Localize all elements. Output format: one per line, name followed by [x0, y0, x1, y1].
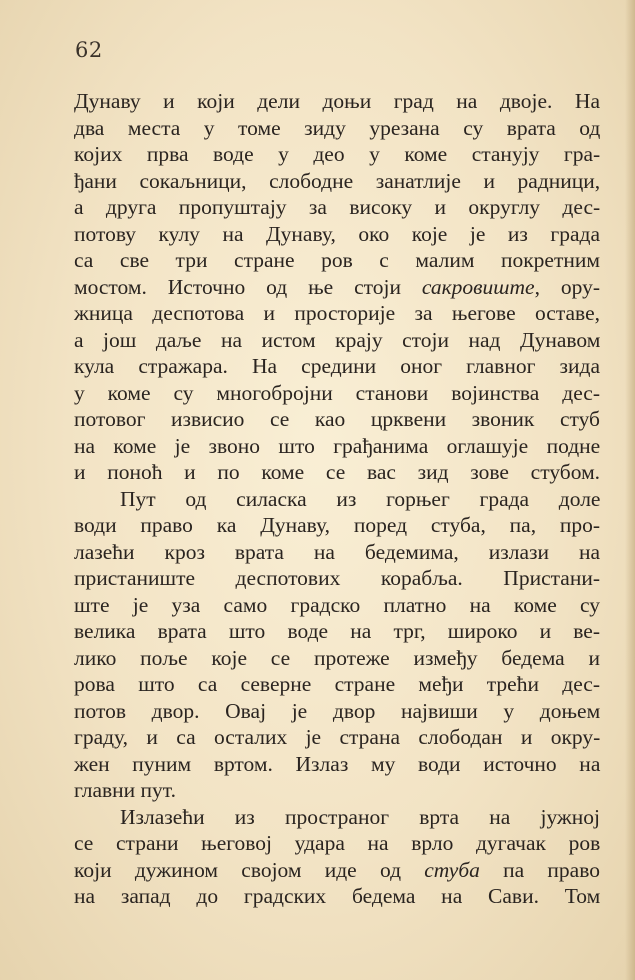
- text-line: жница деспотова и просторије за његове оставе,: [74, 301, 600, 325]
- paragraph-2: [74, 486, 600, 804]
- italic-term: сакровиште: [421, 274, 535, 299]
- text-line: води право ка Дунаву, поред стуба, па, про-: [74, 513, 601, 537]
- text-line: ште је уза само градско платно на коме су: [74, 592, 600, 617]
- text-line: велика врата што воде на трг, широко и ве-: [74, 619, 600, 643]
- text-line: на коме је звоно што грађанима оглашује подне: [74, 433, 601, 458]
- page-number: 62: [75, 38, 103, 62]
- text-line: којих прва воде у део у коме станују гра-: [74, 142, 601, 166]
- text-line: на запад до градских бедема на Сави. Том: [74, 884, 601, 908]
- text-line: Излазећи из пространог врта на јужној: [120, 804, 600, 829]
- text-line: потовог извисио се као црквени звоник стуб: [74, 407, 600, 431]
- text-line: два места у томе зиду урезана су врата од: [74, 115, 601, 140]
- text-line: [74, 857, 600, 884]
- text-line: лазећи кроз врата на бедемима, излази на: [74, 539, 600, 564]
- page-edge-shadow: [625, 0, 635, 980]
- body-text: [74, 88, 600, 910]
- text-line: а још даље на истом крају стоји над Дунавом: [74, 327, 601, 352]
- text-line: потов двор. Овај је двор највиши у доњем: [74, 698, 601, 723]
- text-line: и поноћ и по коме се вас зид зове стубом.: [74, 460, 601, 484]
- text-line: жен пуним вртом. Излаз му води источно на: [74, 751, 601, 776]
- text-line: потову кулу на Дунаву, око које је из града: [74, 221, 600, 246]
- text-line: кула стражара. На средини оног главног зида: [74, 354, 600, 378]
- paragraph-3: [74, 804, 600, 910]
- text-line: у коме су многобројни станови војинства дес-: [74, 380, 600, 405]
- text-line: Пут од силаска из горњег града доле: [120, 486, 601, 511]
- text-line: лико поље које се протеже између бедема и: [74, 645, 601, 670]
- text-segment: мостом. Источно од ње стоји: [74, 274, 422, 299]
- italic-term: стуба: [424, 857, 480, 882]
- text-line: ђани сокаљници, слободне занатлије и радници,: [74, 168, 601, 193]
- text-line: са све три стране ров с малим покретним: [74, 248, 600, 272]
- text-line: граду, и са осталих је страна слободан и окру-: [74, 725, 601, 749]
- text-line: [74, 274, 600, 301]
- text-line: главни пут.: [74, 778, 176, 802]
- text-line: рова што са северне стране међи трећи дес-: [74, 672, 600, 696]
- paragraph-1: [74, 88, 600, 486]
- text-segment: који дужином својом иде од: [74, 857, 425, 882]
- text-line: а друга пропуштају за високу и округлу дес-: [74, 195, 601, 219]
- text-line: пристаниште деспотових корабља. Пристани-: [74, 566, 600, 590]
- text-segment: , ору-: [534, 274, 600, 299]
- text-line: Дунаву и који дели доњи град на двоје. На: [74, 89, 600, 113]
- text-line: се страни његовој удара на врло дугачак ров: [74, 831, 601, 855]
- text-segment: па право: [479, 857, 600, 882]
